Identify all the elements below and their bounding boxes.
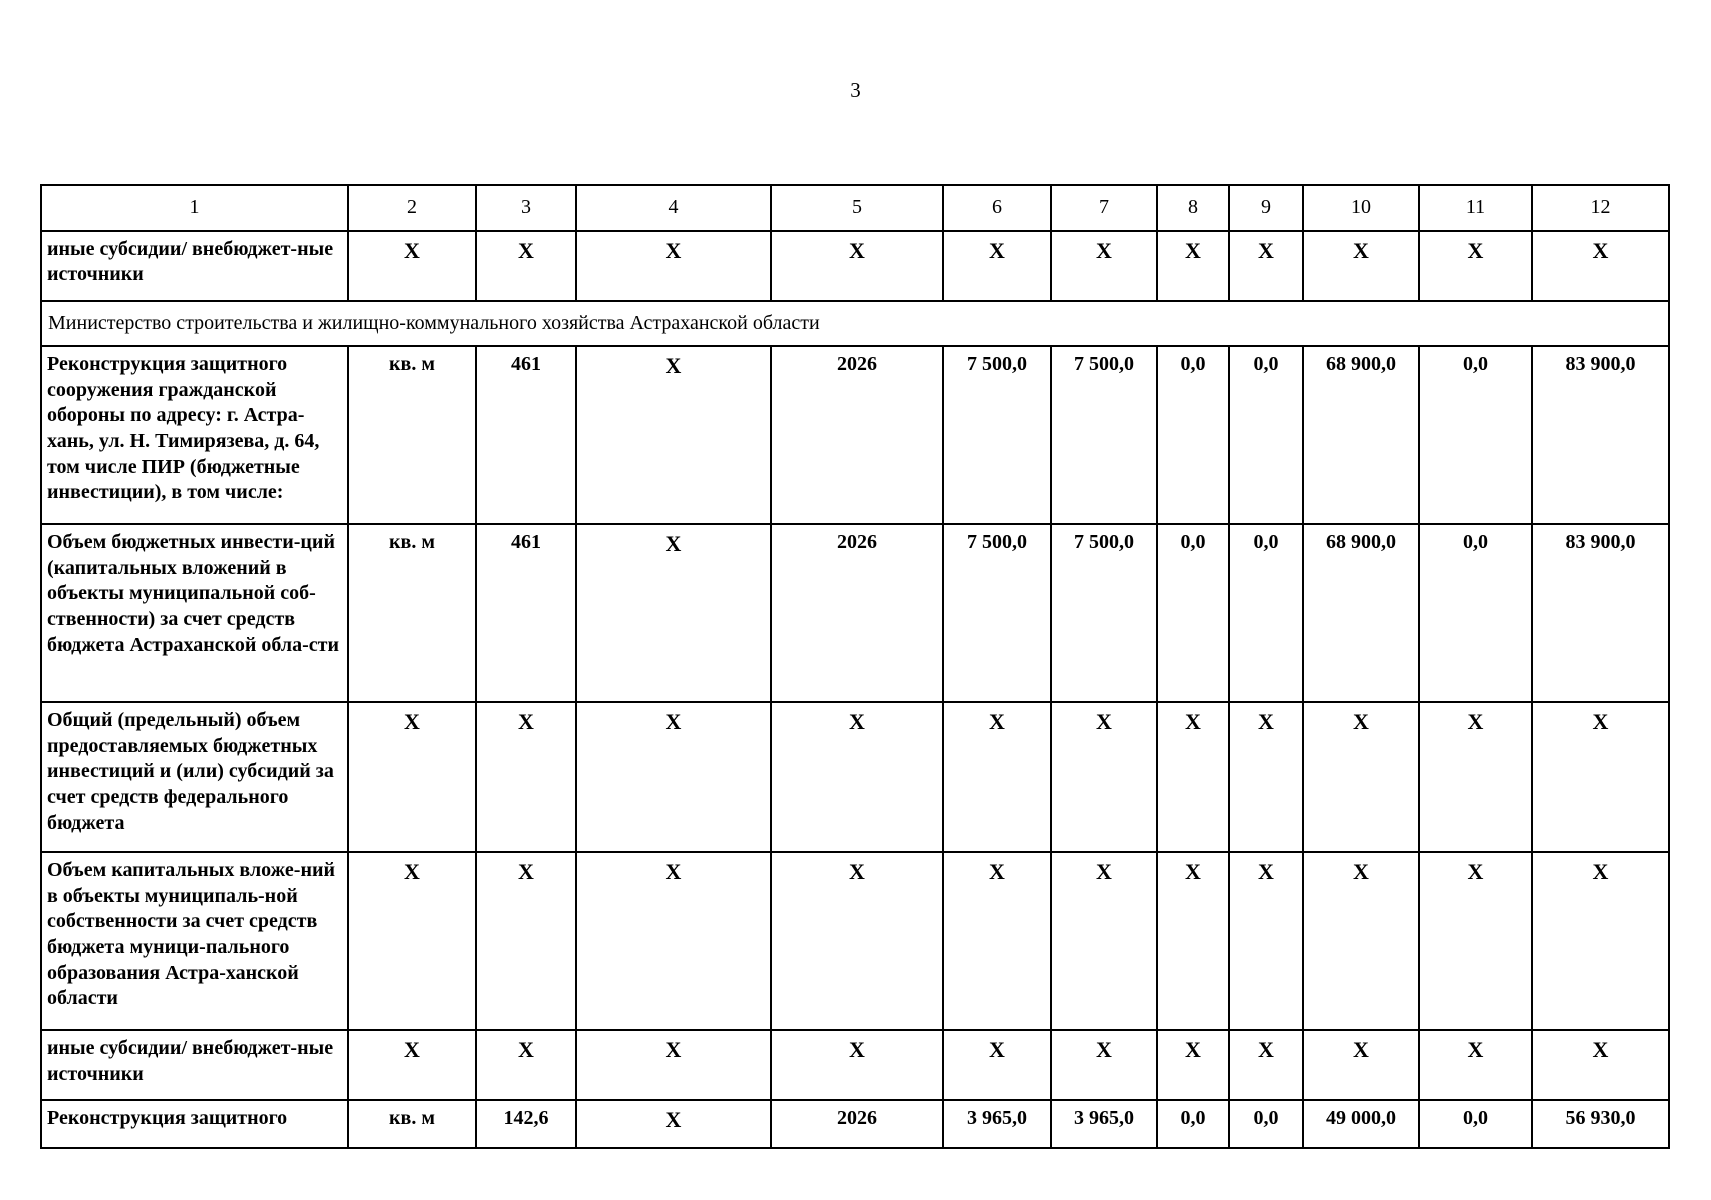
table-cell: кв. м [348,524,476,702]
table-cell: 0,0 [1229,346,1303,524]
table-cell: 68 900,0 [1303,524,1419,702]
row-label: иные субсидии/ внебюджет-ные источники [41,1030,348,1100]
column-number: 10 [1303,185,1419,231]
table-cell: 56 930,0 [1532,1100,1669,1148]
table-cell: X [943,852,1051,1030]
table-cell: X [1157,852,1229,1030]
row-label: Общий (предельный) объем предоставляемых бюджетных инвестиций и (или) субсидий за счет средств федерального бюджета [41,702,348,852]
table-cell: X [1303,1030,1419,1100]
table-cell: X [576,346,771,524]
table-cell: 142,6 [476,1100,576,1148]
column-number: 9 [1229,185,1303,231]
table-cell: 7 500,0 [1051,524,1157,702]
table-cell: X [476,1030,576,1100]
table-cell: X [1051,231,1157,301]
table-cell: X [1157,702,1229,852]
table-cell: 2026 [771,346,943,524]
table-cell: X [943,231,1051,301]
table-cell: X [1051,702,1157,852]
table-cell: 3 965,0 [943,1100,1051,1148]
table-cell: X [1419,231,1532,301]
table-cell: 7 500,0 [943,346,1051,524]
table-cell: X [1051,1030,1157,1100]
table-cell: 0,0 [1157,524,1229,702]
table-cell: 2026 [771,1100,943,1148]
column-number: 11 [1419,185,1532,231]
table-cell: X [771,852,943,1030]
table-cell: X [1157,1030,1229,1100]
table-cell: X [1419,1030,1532,1100]
table-cell: 0,0 [1157,346,1229,524]
section-title: Министерство строительства и жилищно-коммунального хозяйства Астраханской области [41,301,1669,347]
table-cell: 0,0 [1419,1100,1532,1148]
column-number: 4 [576,185,771,231]
column-number: 12 [1532,185,1669,231]
table-cell: X [771,702,943,852]
column-number: 5 [771,185,943,231]
table-cell: 461 [476,346,576,524]
table-cell: 0,0 [1229,1100,1303,1148]
table-row [41,852,1669,1030]
table-cell: X [1229,852,1303,1030]
table-cell: X [576,1030,771,1100]
table-cell: X [771,1030,943,1100]
table-body [41,185,1669,1148]
table-cell: X [943,1030,1051,1100]
table-cell: X [1303,852,1419,1030]
table-cell: 7 500,0 [943,524,1051,702]
row-label: Реконструкция защитного сооружения гражданской обороны по адресу: г. Астра-хань, ул. Н. Тимирязева, д. 64, том числе ПИР (бюджетные инвестиции), в том числе: [41,346,348,524]
table-cell: 83 900,0 [1532,346,1669,524]
table-cell: X [476,702,576,852]
table-cell: X [1419,702,1532,852]
page-number: 3 [850,78,861,102]
section-row [41,301,1669,347]
table-cell: X [348,702,476,852]
table-cell: X [576,852,771,1030]
table-cell: 68 900,0 [1303,346,1419,524]
table-cell: X [1303,231,1419,301]
table-cell: X [576,524,771,702]
table-cell: X [1229,1030,1303,1100]
table-row [41,702,1669,852]
table-cell: 0,0 [1419,524,1532,702]
column-number: 7 [1051,185,1157,231]
table-cell: X [1229,702,1303,852]
table-cell: X [576,702,771,852]
table-cell: X [348,231,476,301]
table-cell: кв. м [348,346,476,524]
table-cell: 49 000,0 [1303,1100,1419,1148]
row-label: Объем бюджетных инвести-ций (капитальных вложений в объекты муниципальной соб-ственности) за счет средств бюджета Астраханской обла-сти [41,524,348,702]
table-cell: 2026 [771,524,943,702]
table-row [41,1100,1669,1148]
column-number: 3 [476,185,576,231]
table-cell: X [1419,852,1532,1030]
header-row [41,185,1669,231]
table-cell: X [476,852,576,1030]
table-cell: 0,0 [1157,1100,1229,1148]
row-label: Объем капитальных вложе-ний в объекты муниципаль-ной собственности за счет средств бюджета муници-пального образования Астра-ханской области [41,852,348,1030]
table-cell: кв. м [348,1100,476,1148]
table-row [41,231,1669,301]
table-cell: X [576,231,771,301]
row-label: иные субсидии/ внебюджет-ные источники [41,231,348,301]
table-cell: X [1532,852,1669,1030]
column-number: 8 [1157,185,1229,231]
table-cell: 0,0 [1229,524,1303,702]
table-cell: X [348,1030,476,1100]
table-cell: X [1532,1030,1669,1100]
table-cell: X [771,231,943,301]
column-number: 1 [41,185,348,231]
table-cell: 461 [476,524,576,702]
table-cell: 7 500,0 [1051,346,1157,524]
budget-table [40,184,1670,1149]
table-cell: X [476,231,576,301]
table-cell: 83 900,0 [1532,524,1669,702]
table-row [41,524,1669,702]
table-row [41,1030,1669,1100]
table-cell: X [1303,702,1419,852]
table-cell: X [943,702,1051,852]
row-label: Реконструкция защитного [41,1100,348,1148]
table-cell: X [1532,231,1669,301]
table-row [41,346,1669,524]
table-cell: X [1157,231,1229,301]
table-cell: 0,0 [1419,346,1532,524]
column-number: 6 [943,185,1051,231]
table-cell: X [1229,231,1303,301]
table-cell: X [576,1100,771,1148]
table-cell: X [1532,702,1669,852]
table-cell: 3 965,0 [1051,1100,1157,1148]
table-cell: X [348,852,476,1030]
table-cell: X [1051,852,1157,1030]
column-number: 2 [348,185,476,231]
